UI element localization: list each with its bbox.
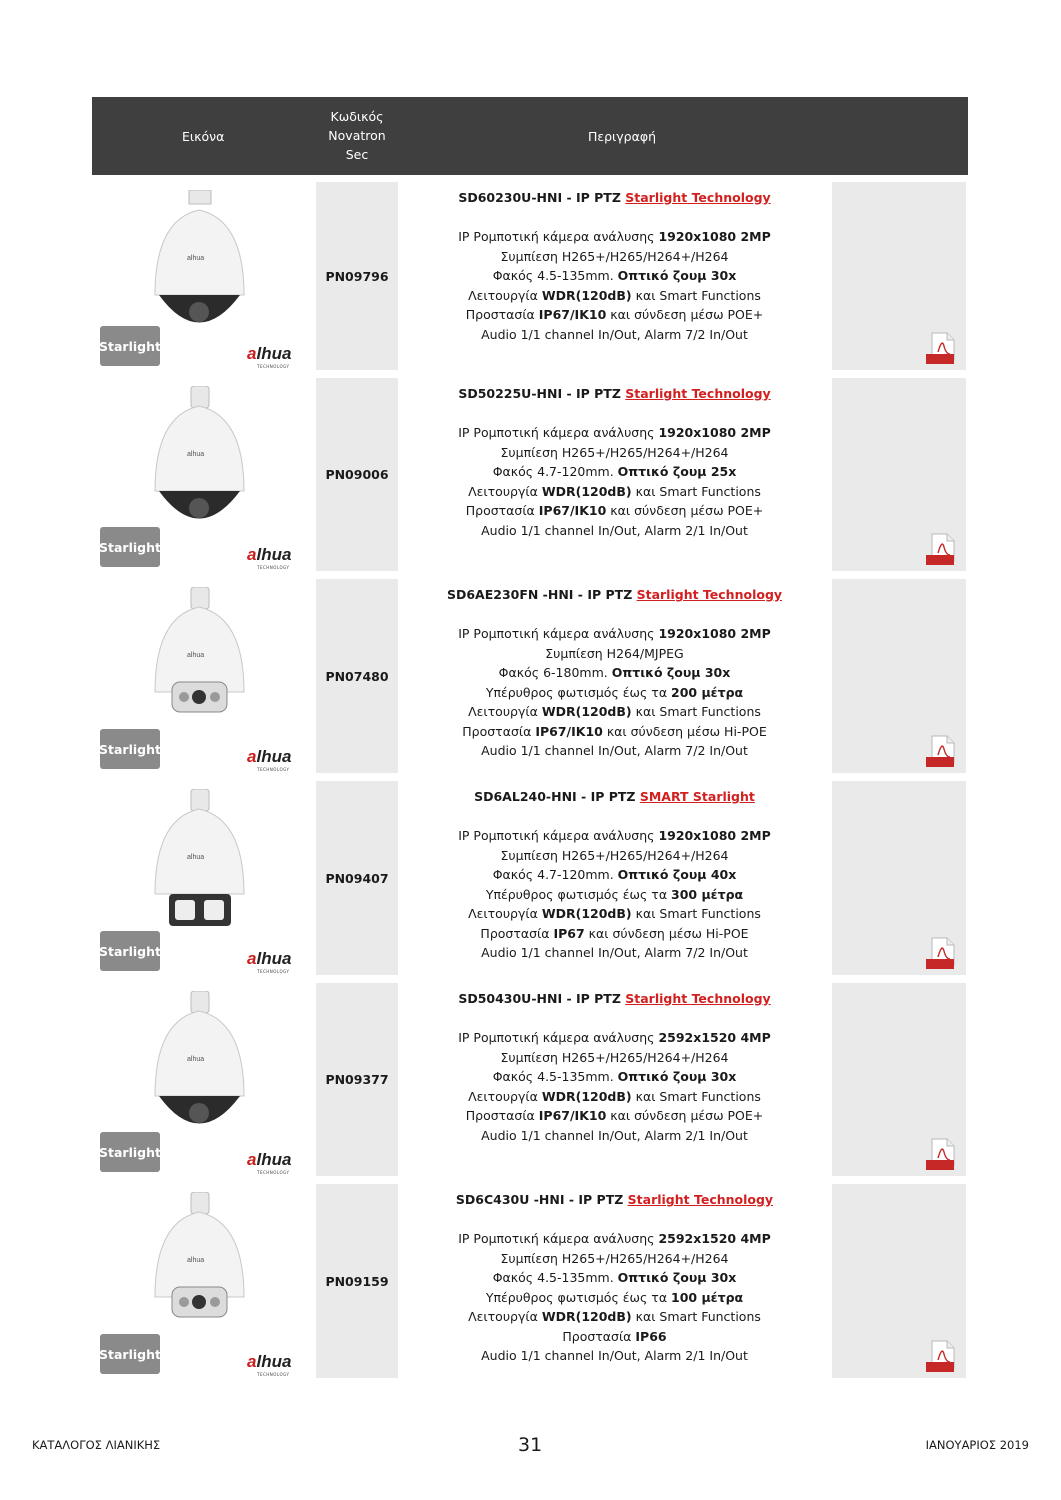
product-title: SD6AE230FN -HNI - IP PTZ Starlight Technology	[446, 587, 783, 602]
dahua-logo-subtitle: TECHNOLOGY	[257, 1170, 290, 1175]
product-code: PN09407	[316, 781, 398, 975]
svg-text:alhua: alhua	[187, 451, 205, 458]
pdf-icon[interactable]	[926, 533, 958, 567]
product-row	[92, 573, 968, 775]
pdf-cell	[832, 983, 966, 1176]
product-image-cell	[97, 1184, 312, 1378]
pdf-icon[interactable]	[926, 937, 958, 971]
spec-line: Audio 1/1 channel In/Out, Alarm 2/1 In/Out	[481, 522, 748, 538]
footer-catalog-title: ΚΑΤΑΛΟΓΟΣ ΛΙΑΝΙΚΗΣ	[32, 1438, 161, 1452]
starlight-badge: Starlight	[100, 729, 160, 769]
product-row	[92, 176, 968, 372]
spec-line: Φακός 4.7-120mm. Οπτικό ζουμ 25x	[492, 464, 737, 479]
product-row	[92, 1178, 968, 1380]
header-description-column: Περιγραφή	[587, 129, 657, 144]
spec-line: Audio 1/1 channel In/Out, Alarm 7/2 In/Out	[481, 743, 748, 758]
spec-line: Audio 1/1 channel In/Out, Alarm 2/1 In/Out	[481, 1127, 748, 1143]
technology-link[interactable]: Starlight Technology	[627, 1192, 774, 1207]
spec-line: Φακός 4.7-120mm. Οπτικό ζουμ 40x	[492, 867, 737, 882]
dahua-logo: alhua	[247, 747, 292, 766]
header-code-column	[317, 107, 397, 164]
ptz-camera-image	[147, 386, 252, 546]
spec-line: Λειτουργία WDR(120dB) και Smart Functions	[468, 287, 761, 303]
starlight-badge: Starlight	[100, 326, 160, 366]
dahua-logo-subtitle: TECHNOLOGY	[257, 565, 290, 570]
dahua-logo-subtitle: TECHNOLOGY	[257, 767, 290, 772]
product-image-cell	[97, 983, 312, 1176]
product-description	[407, 787, 822, 963]
ptz-camera-image	[147, 1192, 252, 1352]
spec-line: Λειτουργία WDR(120dB) και Smart Functions	[468, 906, 761, 921]
starlight-badge: Starlight	[100, 527, 160, 567]
spec-line: Audio 1/1 channel In/Out, Alarm 7/2 In/Out	[481, 945, 748, 960]
spec-line: Προστασία IP67/IK10 και σύνδεση μέσω POE+	[465, 1108, 764, 1123]
technology-link[interactable]: SMART Starlight	[639, 789, 755, 804]
footer-date: ΙΑΝΟΥΑΡΙΟΣ 2019	[925, 1438, 1029, 1452]
spec-line: Προστασία IP67/IK10 και σύνδεση μέσω Hi-POE	[462, 723, 767, 739]
pdf-cell	[832, 1184, 966, 1378]
product-code: PN09006	[316, 378, 398, 571]
product-title: SD6AL240-HNI - IP PTZ SMART Starlight	[474, 789, 755, 804]
ptz-camera-image	[147, 587, 252, 747]
dahua-logo-subtitle: TECHNOLOGY	[257, 969, 290, 974]
spec-line: Προστασία IP67 και σύνδεση μέσω Hi-POE	[480, 925, 749, 941]
spec-line: Υπέρυθρος φωτισμός έως τα 200 μέτρα	[485, 684, 744, 700]
svg-text:alhua: alhua	[187, 652, 205, 659]
pdf-icon[interactable]	[926, 332, 958, 366]
spec-line: IP Ρομποτική κάμερα ανάλυσης 1920x1080 2MP	[458, 425, 771, 440]
product-description	[407, 188, 822, 344]
spec-line: IP Ρομποτική κάμερα ανάλυσης 1920x1080 2MP	[458, 828, 771, 843]
spec-line: IP Ρομποτική κάμερα ανάλυσης 1920x1080 2MP	[458, 626, 771, 641]
product-description	[407, 989, 822, 1145]
technology-link[interactable]: Starlight Technology	[636, 587, 783, 602]
dahua-logo-subtitle: TECHNOLOGY	[257, 1372, 290, 1377]
dahua-logo: alhua	[247, 1352, 292, 1371]
pdf-icon[interactable]	[926, 1340, 958, 1374]
svg-text:alhua: alhua	[187, 1257, 205, 1264]
spec-line: Προστασία IP67/IK10 και σύνδεση μέσω POE+	[465, 307, 764, 322]
svg-text:alhua: alhua	[187, 854, 205, 861]
spec-line: Φακός 4.5-135mm. Οπτικό ζουμ 30x	[492, 1270, 737, 1285]
product-description	[407, 585, 822, 761]
header-code-line: Novatron	[328, 128, 386, 143]
spec-line: Φακός 4.5-135mm. Οπτικό ζουμ 30x	[492, 1069, 737, 1084]
product-image-cell	[97, 579, 312, 773]
product-code: PN09159	[316, 1184, 398, 1378]
product-title: SD6C430U -HNI - IP PTZ Starlight Technology	[455, 1192, 774, 1207]
dahua-logo: alhua	[247, 949, 292, 968]
svg-text:alhua: alhua	[187, 255, 205, 262]
spec-line: Συμπίεση H265+/H265/H264+/H264	[500, 1049, 729, 1065]
product-description	[407, 1190, 822, 1366]
spec-line: Προστασία IP67/IK10 και σύνδεση μέσω POE+	[465, 503, 764, 518]
product-image-cell	[97, 781, 312, 975]
spec-line: Συμπίεση H265+/H265/H264+/H264	[500, 248, 729, 264]
spec-line: Λειτουργία WDR(120dB) και Smart Functions	[468, 1088, 761, 1104]
svg-text:alhua: alhua	[187, 1056, 205, 1063]
ptz-camera-image	[147, 991, 252, 1151]
spec-line: Συμπίεση H265+/H265/H264+/H264	[500, 1250, 729, 1266]
spec-line: IP Ρομποτική κάμερα ανάλυσης 2592x1520 4MP	[458, 1231, 771, 1246]
pdf-cell	[832, 781, 966, 975]
spec-line: Συμπίεση H264/MJPEG	[545, 645, 684, 661]
pdf-cell	[832, 378, 966, 571]
spec-line: Υπέρυθρος φωτισμός έως τα 100 μέτρα	[485, 1289, 744, 1305]
ptz-camera-image	[147, 190, 252, 350]
header-image-column: Εικόνα	[182, 129, 225, 144]
spec-line: Λειτουργία WDR(120dB) και Smart Functions	[468, 704, 761, 719]
spec-line: Λειτουργία WDR(120dB) και Smart Functions	[468, 1309, 761, 1324]
spec-line: Audio 1/1 channel In/Out, Alarm 2/1 In/Out	[481, 1348, 748, 1363]
pdf-icon[interactable]	[926, 1138, 958, 1172]
technology-link[interactable]: Starlight Technology	[625, 386, 771, 401]
header-code-line: Κωδικός	[330, 109, 384, 124]
spec-line: Προστασία IP66	[562, 1328, 667, 1344]
ptz-camera-image	[147, 789, 252, 949]
dahua-logo: alhua	[247, 545, 292, 564]
spec-line: Φακός 6-180mm. Οπτικό ζουμ 30x	[498, 665, 731, 680]
product-image-cell	[97, 378, 312, 571]
dahua-logo: alhua	[247, 1150, 292, 1169]
spec-line: Συμπίεση H265+/H265/H264+/H264	[500, 444, 729, 460]
product-code: PN09377	[316, 983, 398, 1176]
starlight-badge: Starlight	[100, 1132, 160, 1172]
product-row	[92, 372, 968, 573]
header-code-line: Sec	[345, 147, 369, 162]
pdf-icon[interactable]	[926, 735, 958, 769]
product-title: SD60230U-HNI - IP PTZ Starlight Technology	[458, 190, 771, 205]
starlight-badge: Starlight	[100, 931, 160, 971]
spec-line: IP Ρομποτική κάμερα ανάλυσης 2592x1520 4MP	[458, 1030, 771, 1045]
product-title: SD50225U-HNI - IP PTZ Starlight Technology	[458, 386, 771, 401]
spec-line: IP Ρομποτική κάμερα ανάλυσης 1920x1080 2MP	[458, 229, 771, 244]
spec-line: Υπέρυθρος φωτισμός έως τα 300 μέτρα	[485, 886, 744, 902]
dahua-logo: alhua	[247, 344, 292, 363]
spec-line: Audio 1/1 channel In/Out, Alarm 7/2 In/Out	[481, 326, 748, 342]
product-row	[92, 775, 968, 977]
product-code: PN07480	[316, 579, 398, 773]
product-row	[92, 977, 968, 1178]
product-image-cell	[97, 182, 312, 370]
technology-link[interactable]: Starlight Technology	[625, 991, 771, 1006]
spec-line: Φακός 4.5-135mm. Οπτικό ζουμ 30x	[492, 268, 737, 283]
dahua-logo-subtitle: TECHNOLOGY	[257, 364, 290, 369]
product-description	[407, 384, 822, 540]
pdf-cell	[832, 182, 966, 370]
product-title: SD50430U-HNI - IP PTZ Starlight Technology	[458, 991, 771, 1006]
pdf-cell	[832, 579, 966, 773]
page-number: 31	[518, 1434, 543, 1456]
starlight-badge: Starlight	[100, 1334, 160, 1374]
technology-link[interactable]: Starlight Technology	[625, 190, 771, 205]
table-header	[92, 97, 968, 175]
spec-line: Λειτουργία WDR(120dB) και Smart Functions	[468, 483, 761, 499]
product-code: PN09796	[316, 182, 398, 370]
spec-line: Συμπίεση H265+/H265/H264+/H264	[500, 847, 729, 863]
